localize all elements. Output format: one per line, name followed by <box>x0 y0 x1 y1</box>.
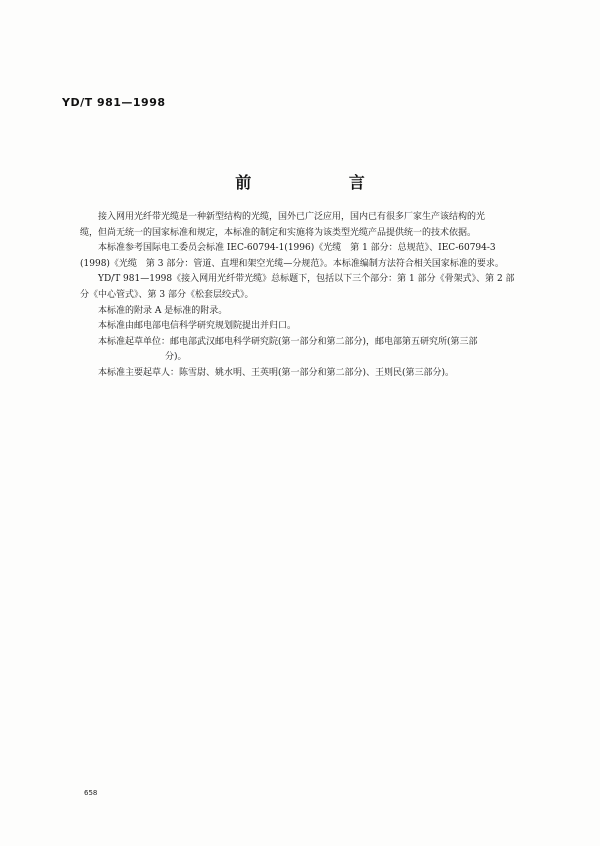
paragraph-proposer <box>80 319 546 335</box>
paragraph-line: 本标准参考国际电工委员会标准 IEC-60794-1(1996)《光缆 第 1 部分：总规范》、IEC-60794-3 <box>98 243 496 254</box>
paragraph-line: (1998)《光缆 第 3 部分：管道、直埋和架空光缆—分规范》。本标准编制方法符合相关国家标准的要求。 <box>80 258 504 269</box>
paragraph-appendix <box>80 304 546 320</box>
paragraph-structure <box>80 272 546 303</box>
paragraph-line: 本标准由邮电部电信科学研究规划院提出并归口。 <box>98 321 297 332</box>
paragraph-line: 本标准的附录 A 是标准的附录。 <box>98 305 228 316</box>
paragraph-line: YD/T 981—1998《接入网用光纤带光缆》总标题下，包括以下三个部分：第 1 部分《骨架式》、第 2 部 <box>98 274 515 285</box>
paragraph-line: 缆，但尚无统一的国家标准和规定，本标准的制定和实施将为该类型光缆产品提供统一的技术依据。 <box>80 227 477 238</box>
paragraph-drafting-units <box>80 335 546 366</box>
paragraph-line: 接入网用光纤带光缆是一种新型结构的光缆，国外已广泛应用，国内已有很多厂家生产该结构的光 <box>98 212 486 222</box>
paragraph-intro <box>80 210 546 241</box>
page-number: 658 <box>84 789 98 797</box>
paragraph-line: 本标准起草单位：邮电部武汉邮电科学研究院(第一部分和第二部分)，邮电部第五研究所(第三部 <box>98 336 478 347</box>
paragraph-reference <box>80 241 546 272</box>
standard-code: YD/T 981—1998 <box>62 96 166 109</box>
page-title: 前 言 <box>235 173 411 192</box>
paragraph-line: 分)。 <box>165 352 187 363</box>
foreword-body <box>80 210 546 382</box>
paragraph-line: 分《中心管式》、第 3 部分《松套层绞式》。 <box>80 289 254 300</box>
paragraph-line: 本标准主要起草人：陈雪尉、姚水明、王英明(第一部分和第二部分)、王则民(第三部分)。 <box>98 367 455 378</box>
paragraph-drafters <box>80 366 546 382</box>
